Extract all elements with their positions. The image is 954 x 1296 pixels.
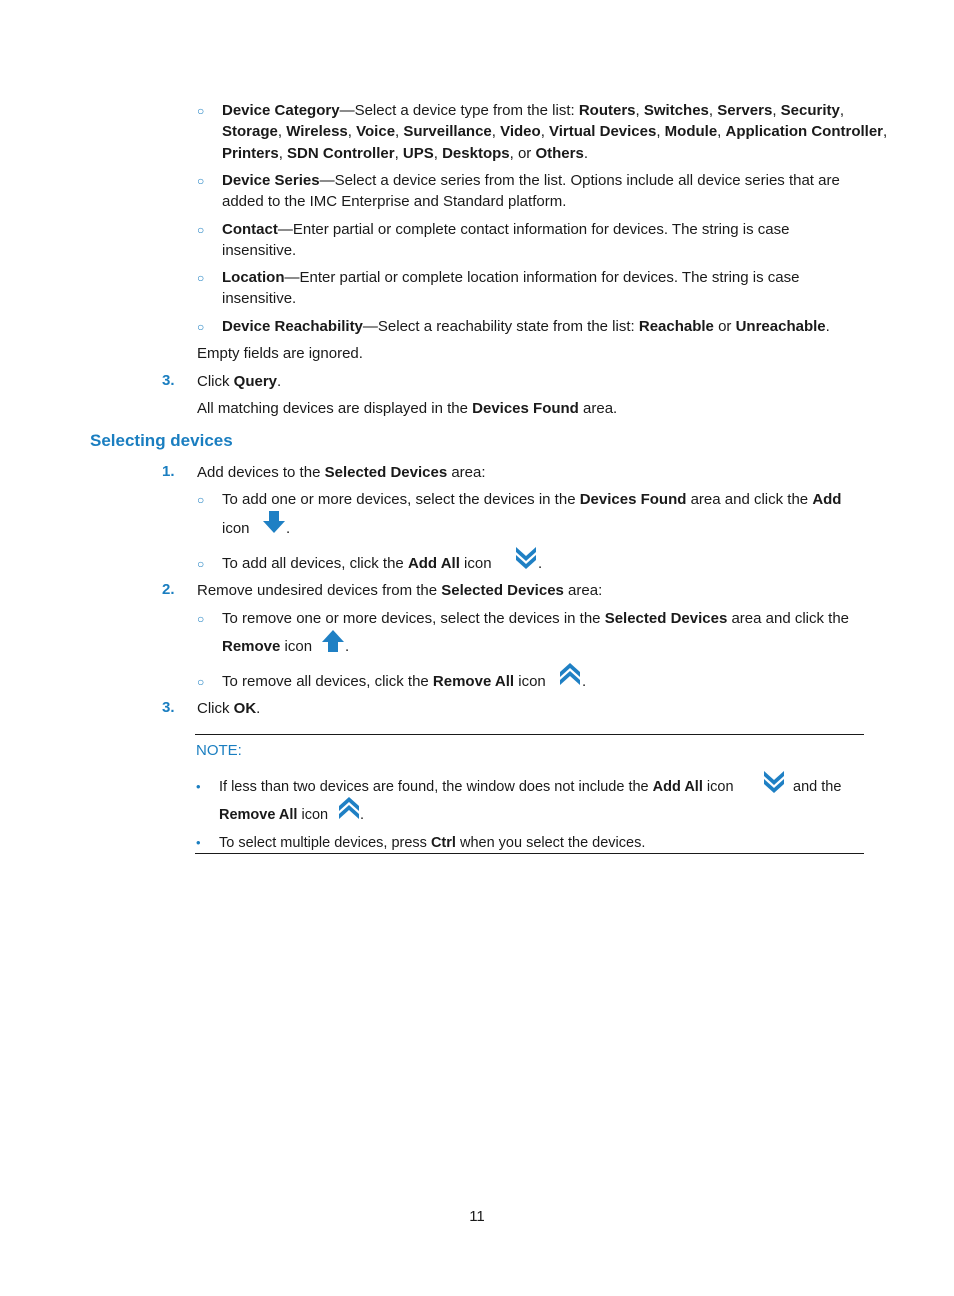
text-run: area:	[447, 464, 486, 481]
bold-term: Servers	[717, 102, 773, 119]
circle-bullet: ○	[197, 320, 205, 334]
note-top-rule	[195, 734, 864, 735]
text-run: To remove all devices, click the	[222, 673, 433, 690]
bold-term: Desktops	[442, 145, 510, 162]
text-run: —Select a device series from the list. Options include all device series that are	[319, 172, 840, 189]
bold-term: Switches	[643, 102, 709, 119]
dot-bullet: •	[196, 779, 201, 794]
device-reachability-line	[222, 318, 830, 336]
remove-all-double-arrow-icon	[557, 662, 583, 688]
step-number: 3.	[162, 699, 175, 716]
text-run: To select multiple devices, press	[219, 835, 431, 851]
text-run: To remove one or more devices, select the devices in the	[222, 610, 605, 627]
circle-bullet: ○	[197, 271, 205, 285]
device-category-line	[222, 145, 588, 163]
text-run: ,	[540, 123, 550, 140]
bold-term: Virtual Devices	[549, 123, 657, 140]
text-run: icon	[280, 638, 313, 655]
text-run: All matching devices are displayed in the	[197, 400, 473, 417]
bold-term: Query	[233, 373, 278, 390]
bold-term: Devices Found	[472, 400, 579, 417]
bold-term: Printers	[222, 145, 279, 162]
empty-fields-note	[197, 345, 363, 363]
step-click-ok	[197, 700, 260, 718]
devices-found-note	[197, 400, 617, 418]
text-run: —Select a device type from the list:	[339, 102, 579, 119]
text-run: .	[345, 638, 350, 655]
text-run: icon	[297, 807, 329, 823]
text-run: .	[277, 373, 282, 390]
circle-bullet: ○	[197, 675, 205, 689]
bold-term: Unreachable	[735, 318, 826, 335]
text-run: ,	[883, 123, 888, 140]
remove-one-line	[222, 638, 312, 656]
bold-term: Wireless	[286, 123, 348, 140]
circle-bullet: ○	[197, 104, 205, 118]
circle-bullet: ○	[197, 174, 205, 188]
text-run: area and click the	[727, 610, 850, 627]
text-run: added to the IMC Enterprise and Standard platform.	[222, 193, 567, 210]
text-run: .	[538, 555, 543, 572]
text-run: ,	[839, 102, 845, 119]
note-bottom-rule	[195, 853, 864, 854]
text-run: .	[256, 700, 261, 717]
bold-term: Voice	[356, 123, 396, 140]
note-item-2	[219, 834, 645, 852]
bold-term: Video	[500, 123, 541, 140]
step-click-query	[197, 373, 281, 391]
circle-bullet: ○	[197, 612, 205, 626]
text-run: icon	[702, 779, 734, 795]
bold-term: Remove All	[219, 807, 298, 823]
contact-line	[222, 242, 296, 260]
text-run: ,	[394, 145, 403, 162]
bold-term: SDN Controller	[287, 145, 395, 162]
text-run: insensitive.	[222, 290, 297, 307]
device-series-line	[222, 193, 566, 211]
note-item-1	[219, 806, 328, 824]
bold-term: Surveillance	[403, 123, 492, 140]
text-run: icon	[514, 673, 546, 690]
location-line	[222, 269, 799, 287]
bold-term: Selected Devices	[324, 464, 448, 481]
text-run: , or	[509, 145, 536, 162]
text-run: ,	[347, 123, 357, 140]
remove-arrow-icon	[320, 628, 346, 654]
bold-term: Selected Devices	[604, 610, 728, 627]
text-run: or	[713, 318, 736, 335]
text-run: ,	[772, 102, 781, 119]
text-run: ,	[277, 123, 287, 140]
text-run: ,	[278, 145, 288, 162]
bold-term: Add	[812, 491, 842, 508]
text-run: To add all devices, click the	[222, 555, 408, 572]
text-run: ,	[491, 123, 501, 140]
note-item-1	[219, 778, 734, 796]
text-run: when you select the devices.	[455, 835, 646, 851]
add-one-line	[222, 491, 841, 509]
bold-term: Ctrl	[430, 835, 456, 851]
text-run: —Select a reachability state from the list:	[362, 318, 639, 335]
circle-bullet: ○	[197, 223, 205, 237]
device-category-line	[222, 102, 844, 120]
remove-one-line	[222, 610, 849, 628]
remove-all-line	[222, 673, 546, 691]
text-run: .	[825, 318, 830, 335]
section-heading: Selecting devices	[90, 431, 233, 450]
bold-term: Reachable	[638, 318, 714, 335]
bold-term: Storage	[222, 123, 278, 140]
step-add-devices	[197, 464, 486, 482]
text-run: —Enter partial or complete contact information for devices. The string is case	[277, 221, 790, 238]
step-number: 2.	[162, 581, 175, 598]
text-run: icon	[222, 520, 250, 537]
text-run: ,	[708, 102, 718, 119]
bold-term: OK	[233, 700, 257, 717]
device-series-line	[222, 172, 840, 190]
text-run: .	[286, 520, 291, 537]
bold-term: Module	[664, 123, 718, 140]
bold-term: Device Category	[222, 102, 340, 119]
add-all-double-arrow-icon	[761, 768, 787, 794]
note-item-1	[793, 778, 841, 796]
text-run: Add devices to the	[197, 464, 325, 481]
text-run: ,	[656, 123, 665, 140]
text-run: area:	[563, 582, 603, 599]
dot-bullet: •	[196, 835, 201, 850]
bold-term: Location	[222, 269, 285, 286]
step-remove-devices	[197, 582, 602, 600]
text-run: insensitive.	[222, 242, 297, 259]
note-title: NOTE:	[196, 742, 242, 759]
add-all-double-arrow-icon	[513, 544, 539, 570]
text-run: —Enter partial or complete location information for devices. The string is case	[284, 269, 800, 286]
bold-term: Contact	[222, 221, 278, 238]
text-run: ,	[433, 145, 443, 162]
text-run: ,	[395, 123, 404, 140]
step-number: 1.	[162, 463, 175, 480]
bold-term: Add All	[652, 779, 703, 795]
add-one-line	[222, 520, 250, 538]
bold-term: UPS	[402, 145, 434, 162]
text-run: area and click the	[686, 491, 813, 508]
bold-term: Remove	[222, 638, 281, 655]
contact-line	[222, 221, 789, 239]
circle-bullet: ○	[197, 557, 205, 571]
text-run: Empty fields are ignored.	[197, 345, 363, 362]
bold-term: Add All	[407, 555, 460, 572]
bold-term: Device Series	[222, 172, 320, 189]
device-category-line	[222, 123, 887, 141]
bold-term: Security	[780, 102, 840, 119]
text-run: icon	[459, 555, 492, 572]
circle-bullet: ○	[197, 493, 205, 507]
bold-term: Devices Found	[579, 491, 687, 508]
bold-term: Routers	[578, 102, 636, 119]
text-run: To add one or more devices, select the devices in the	[222, 491, 580, 508]
text-run: .	[582, 673, 587, 690]
bold-term: Application Controller	[725, 123, 884, 140]
add-arrow-icon	[261, 509, 287, 535]
step-number: 3.	[162, 372, 175, 389]
text-run: Click	[197, 373, 234, 390]
bold-term: Selected Devices	[441, 582, 564, 599]
text-run: .	[360, 807, 365, 823]
text-run: .	[583, 145, 588, 162]
text-run: and the	[793, 779, 842, 795]
bold-term: Remove All	[432, 673, 515, 690]
text-run: ,	[635, 102, 644, 119]
text-run: Remove undesired devices from the	[197, 582, 442, 599]
text-run: area.	[578, 400, 618, 417]
bold-term: Others	[535, 145, 584, 162]
location-line	[222, 290, 296, 308]
remove-all-double-arrow-icon	[336, 796, 365, 823]
text-run: If less than two devices are found, the window does not include the	[219, 779, 653, 795]
add-all-line	[222, 555, 492, 573]
page-number: 11	[469, 1208, 485, 1225]
text-run: ,	[717, 123, 726, 140]
bold-term: Device Reachability	[222, 318, 363, 335]
text-run: Click	[197, 700, 234, 717]
